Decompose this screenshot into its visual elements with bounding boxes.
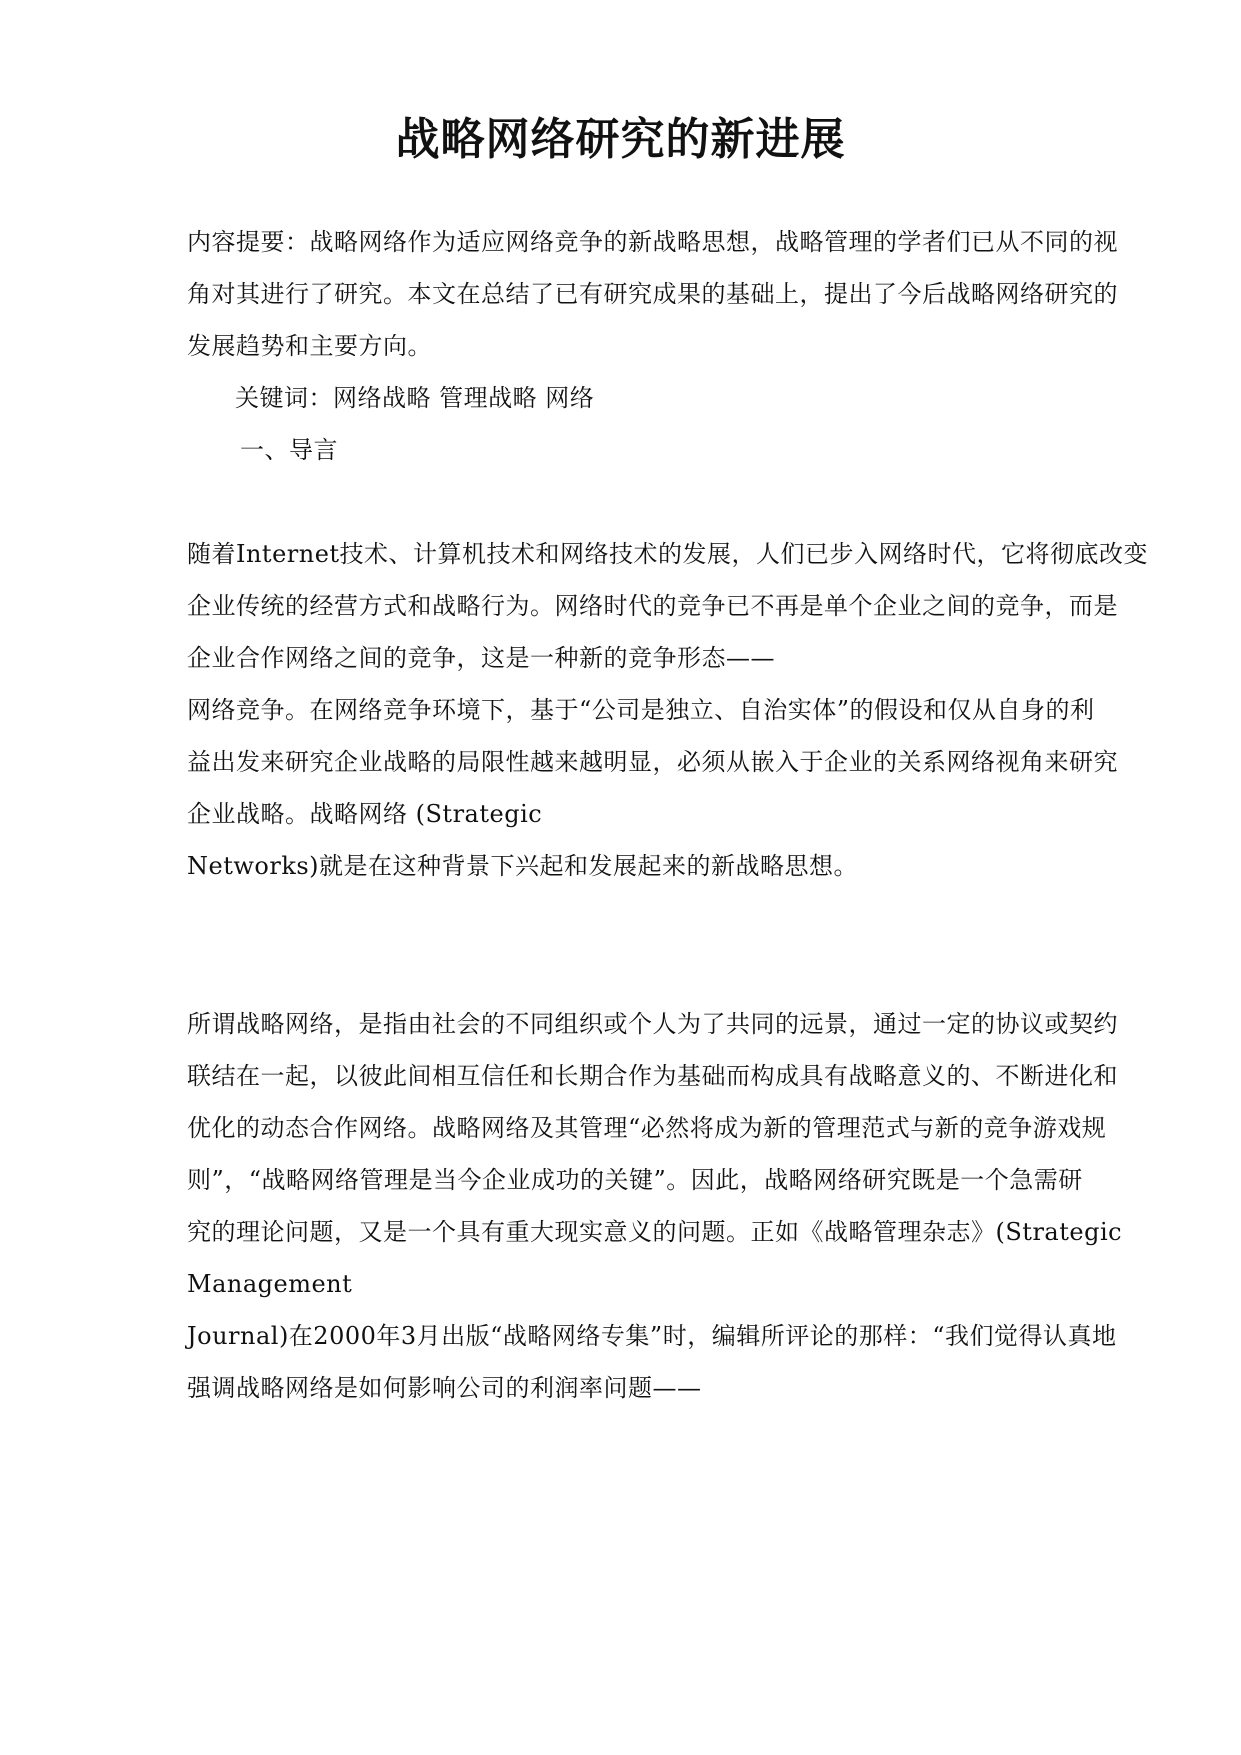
abstract-line: 发展趋势和主要方向。 bbox=[187, 332, 432, 360]
paragraph-line: Networks)就是在这种背景下兴起和发展起来的新战略思想。 bbox=[187, 852, 859, 880]
paragraph-line: 企业合作网络之间的竞争，这是一种新的竞争形态—— bbox=[187, 644, 775, 672]
paragraph-line: 优化的动态合作网络。战略网络及其管理“必然将成为新的管理范式与新的竞争游戏规 bbox=[187, 1114, 1107, 1142]
section-heading: 一、导言 bbox=[240, 436, 338, 464]
paragraph-line: 企业传统的经营方式和战略行为。网络时代的竞争已不再是单个企业之间的竞争，而是 bbox=[187, 592, 1118, 620]
paragraph-line: 随着Internet技术、计算机技术和网络技术的发展，人们已步入网络时代，它将彻底改变 bbox=[187, 540, 1149, 568]
paragraph-line: 益出发来研究企业战略的局限性越来越明显，必须从嵌入于企业的关系网络视角来研究 bbox=[187, 748, 1118, 776]
paragraph-line: 究的理论问题，又是一个具有重大现实意义的问题。正如《战略管理杂志》(Strategic bbox=[187, 1218, 1123, 1246]
paragraph-line: 强调战略网络是如何影响公司的利润率问题—— bbox=[187, 1374, 702, 1402]
paragraph-line: 则”，“战略网络管理是当今企业成功的关键”。因此，战略网络研究既是一个急需研 bbox=[187, 1166, 1083, 1194]
paragraph-line: 联结在一起，以彼此间相互信任和长期合作为基础而构成具有战略意义的、不断进化和 bbox=[187, 1062, 1118, 1090]
paragraph-line: Journal)在2000年3月出版“战略网络专集”时，编辑所评论的那样：“我们觉得认真地 bbox=[187, 1322, 1117, 1350]
paragraph-line: 网络竞争。在网络竞争环境下，基于“公司是独立、自治实体”的假设和仅从自身的利 bbox=[187, 696, 1095, 724]
abstract-line: 内容提要：战略网络作为适应网络竞争的新战略思想，战略管理的学者们已从不同的视 bbox=[187, 228, 1118, 256]
paragraph-line: 所谓战略网络，是指由社会的不同组织或个人为了共同的远景，通过一定的协议或契约 bbox=[187, 1010, 1118, 1038]
paragraph-line: Management bbox=[187, 1270, 353, 1298]
keywords-line: 关键词：网络战略 管理战略 网络 bbox=[235, 384, 595, 412]
abstract-line: 角对其进行了研究。本文在总结了已有研究成果的基础上，提出了今后战略网络研究的 bbox=[187, 280, 1118, 308]
paragraph-line: 企业战略。战略网络 (Strategic bbox=[187, 800, 543, 828]
document-title: 战略网络研究的新进展 bbox=[395, 114, 846, 165]
